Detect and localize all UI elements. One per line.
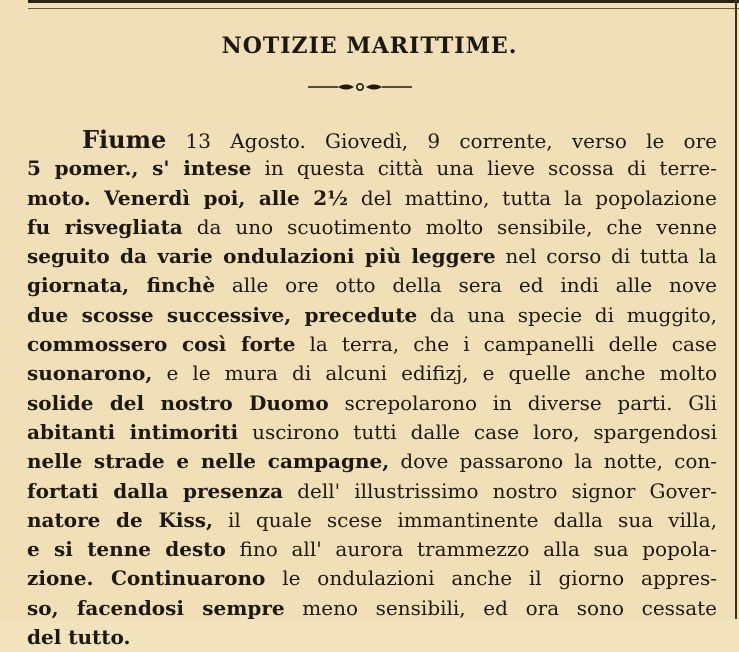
article-line bbox=[27, 359, 717, 388]
text-segment: il quale scese immantinente dalla sua villa, bbox=[212, 507, 718, 532]
text-segment: so, facendosi sempre bbox=[27, 595, 285, 620]
article-line bbox=[27, 125, 717, 154]
article-body bbox=[27, 125, 717, 652]
article-line bbox=[27, 154, 717, 183]
text-segment: del mattino, tutta la popolazione bbox=[347, 185, 718, 210]
section-title: NOTIZIE MARITTIME. bbox=[221, 33, 518, 59]
text-segment: 13 Agosto. Giovedì, 9 corrente, verso le ore bbox=[185, 129, 717, 153]
article-line bbox=[27, 564, 717, 593]
text-segment: la terra, che i campanelli delle case bbox=[295, 332, 717, 357]
text-segment: commossero così forte bbox=[27, 332, 296, 357]
text-segment: alle ore otto della sera ed indi alle nove bbox=[215, 273, 717, 298]
top-rule-thin bbox=[28, 8, 739, 9]
article-line bbox=[27, 477, 717, 506]
text-segment: suonarono, bbox=[27, 361, 153, 386]
text-segment: uscirono tutti dalle case loro, spargendosi bbox=[238, 419, 717, 444]
text-segment: moto. Venerdì poi, alle 2½ bbox=[27, 185, 348, 210]
article-line bbox=[27, 330, 717, 359]
top-rule bbox=[28, 0, 739, 3]
text-segment: 5 pomer., s' intese bbox=[27, 156, 252, 181]
article-line bbox=[27, 389, 717, 418]
text-segment: del tutto. bbox=[27, 625, 131, 650]
text-segment: da uno scuotimento molto sensibile, che venne bbox=[182, 214, 717, 239]
article-line bbox=[27, 594, 717, 623]
article-line bbox=[27, 213, 717, 242]
text-segment: e si tenne desto bbox=[27, 537, 226, 562]
text-segment: in questa città una lieve scossa di terre- bbox=[251, 156, 717, 181]
text-segment: meno sensibili, ed ora sono cessate bbox=[284, 595, 717, 620]
article-line bbox=[27, 184, 717, 213]
article-line bbox=[27, 242, 717, 271]
text-segment: natore de Kiss, bbox=[27, 507, 213, 532]
article-line bbox=[27, 447, 717, 476]
text-segment: dove passarono la notte, con- bbox=[389, 449, 717, 474]
text-segment: fino all' aurora trammezzo alla sua popola- bbox=[225, 537, 717, 562]
text-segment: zione. Continuarono bbox=[27, 566, 266, 591]
text-segment: nelle strade e nelle campagne, bbox=[27, 449, 390, 474]
column-rule bbox=[735, 0, 737, 619]
text-segment: fortati dalla presenza bbox=[27, 478, 284, 503]
ornamental-divider bbox=[300, 78, 420, 96]
text-segment: screpolarono in diverse parti. Gli bbox=[328, 390, 717, 415]
text-segment: solide del nostro Duomo bbox=[27, 390, 329, 415]
article-line bbox=[27, 301, 717, 330]
article-line bbox=[27, 506, 717, 535]
text-segment: due scosse successive, precedute bbox=[27, 302, 418, 327]
text-segment: nel corso di tutta la bbox=[495, 244, 717, 269]
text-segment: fu risvegliata bbox=[27, 214, 183, 239]
article-line bbox=[27, 271, 717, 300]
lead-word: Fiume bbox=[82, 125, 167, 154]
text-segment: le ondulazioni anche il giorno appres- bbox=[265, 566, 717, 591]
text-segment: giornata, finchè bbox=[27, 273, 216, 298]
text-segment: da una specie di muggito, bbox=[417, 302, 717, 327]
article-line bbox=[27, 535, 717, 564]
text-segment: e le mura di alcuni edifizj, e quelle anche molto bbox=[152, 361, 717, 386]
article-line bbox=[27, 623, 717, 652]
article-line bbox=[27, 418, 717, 447]
text-segment: dell' illustrissimo nostro signor Gover- bbox=[283, 478, 718, 503]
text-segment: seguito da varie ondulazioni più leggere bbox=[27, 244, 496, 269]
text-segment: abitanti intimoriti bbox=[27, 419, 239, 444]
